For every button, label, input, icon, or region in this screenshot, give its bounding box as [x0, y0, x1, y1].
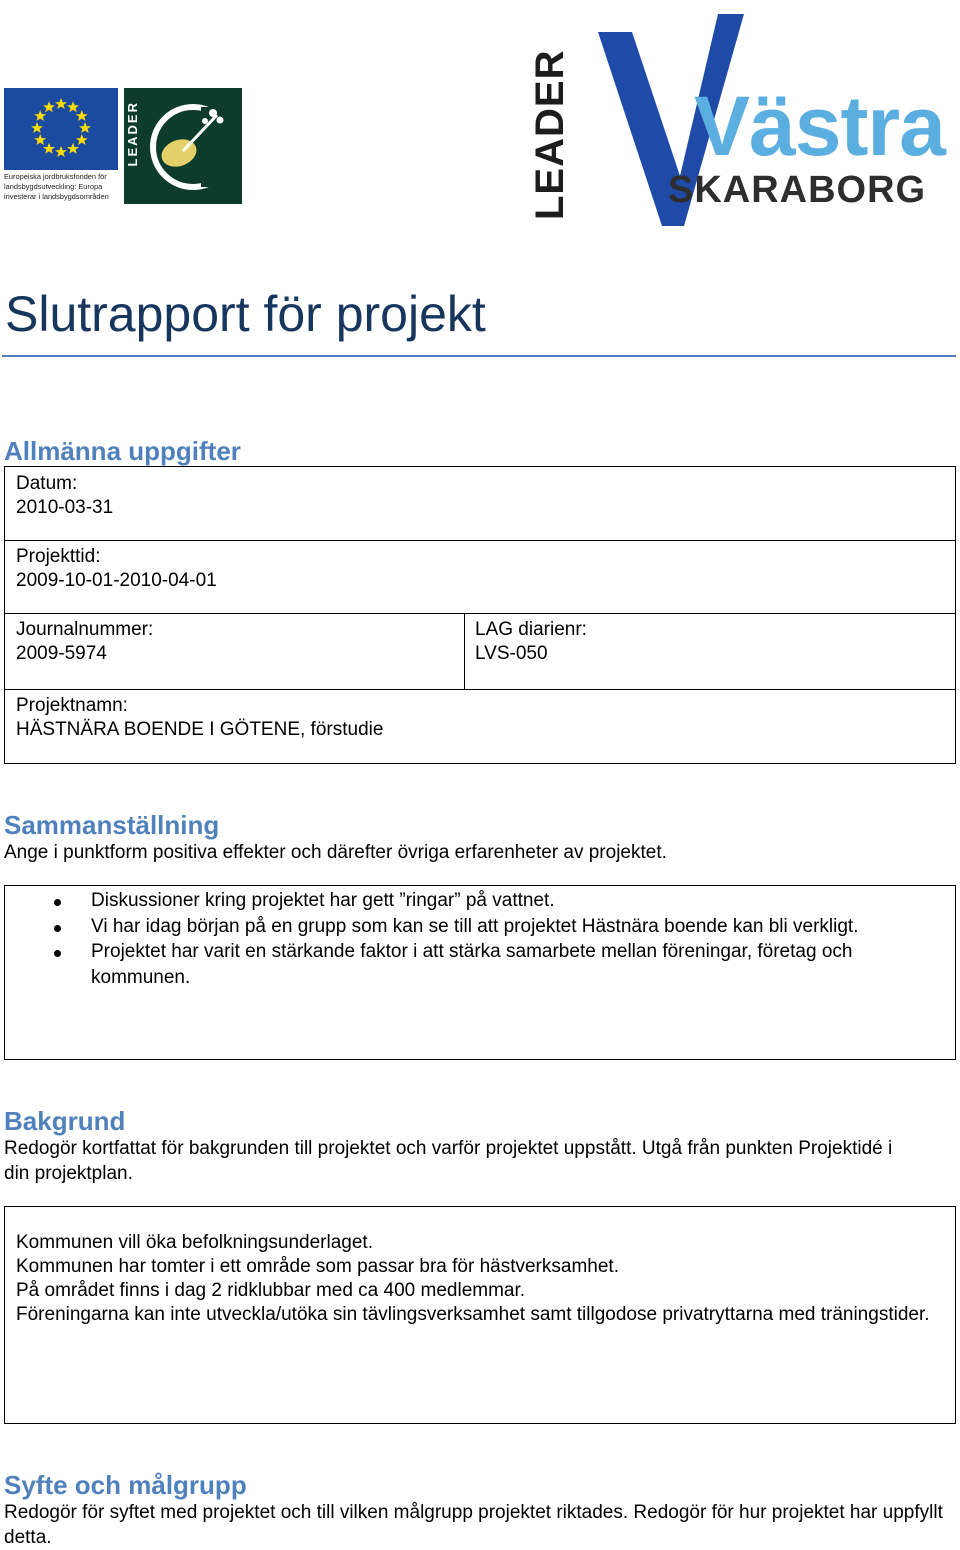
eu-caption: Europeiska jordbruksfonden för landsbygdsutveckling: Europa investerar i landsbygdsområden [4, 172, 109, 201]
purpose-heading: Syfte och målgrupp [4, 1470, 247, 1500]
vs-vastra-text: Västra [694, 79, 945, 173]
bullet-text: Diskussioner kring projektet har gett ”ringar” på vattnet. [91, 890, 555, 911]
bullet-icon [54, 950, 61, 957]
list-item [5, 914, 955, 940]
general-heading: Allmänna uppgifter [4, 436, 241, 466]
projektnamn-value: HÄSTNÄRA BOENDE I GÖTENE, förstudie [16, 719, 384, 740]
title-divider [2, 355, 956, 357]
background-line: På området finns i dag 2 ridklubbar med ca 400 medlemmar. [16, 1280, 526, 1301]
projektnamn-cell [5, 689, 955, 763]
vs-leader-text: LEADER [528, 49, 572, 220]
leader-emblem-text: LEADER [125, 101, 140, 167]
background-line: Kommunen vill öka befolkningsunderlaget. [16, 1232, 373, 1253]
projekttid-cell [5, 540, 955, 613]
projekttid-label: Projekttid: [16, 546, 101, 567]
lag-label: LAG diarienr: [475, 619, 587, 640]
journal-value: 2009-5974 [16, 643, 107, 664]
leader-vastra-skaraborg-logo [528, 8, 945, 230]
datum-value: 2010-03-31 [16, 497, 114, 518]
background-intro: Redogör kortfattat för bakgrunden till projektet och varför projektet uppstått. Utgå från punkten Projektidé i din projektplan. [4, 1138, 893, 1184]
projekttid-value: 2009-10-01-2010-04-01 [16, 570, 217, 591]
document-title: Slutrapport för projekt [5, 286, 486, 342]
journal-cell [5, 613, 464, 689]
background-heading: Bakgrund [4, 1106, 126, 1136]
summary-heading: Sammanställning [4, 810, 220, 840]
eu-flag-icon [4, 88, 118, 170]
projektnamn-label: Projektnamn: [16, 695, 128, 716]
purpose-intro: Redogör för syftet med projektet och till vilken målgrupp projektet riktades. Redogör för hur projektet har uppfyllt detta. [4, 1502, 943, 1548]
eu-leader-logo [4, 88, 240, 206]
bullet-icon [54, 925, 61, 932]
datum-cell [5, 467, 955, 540]
lag-value: LVS-050 [475, 643, 548, 664]
leader-emblem-icon [124, 88, 242, 204]
summary-intro: Ange i punktform positiva effekter och därefter övriga erfarenheter av projektet. [4, 842, 667, 863]
general-info-table [4, 466, 956, 764]
journal-label: Journalnummer: [16, 619, 154, 640]
list-item [5, 939, 955, 990]
datum-label: Datum: [16, 473, 78, 494]
background-line: Föreningarna kan inte utveckla/utöka sin tävlingsverksamhet samt tillgodose privatryttarna med träningstider. [16, 1304, 930, 1325]
bullet-text: Projektet har varit en stärkande faktor i att stärka samarbete mellan föreningar, företag och kommunen. [91, 941, 853, 988]
vs-skaraborg-text: SKARABORG [668, 169, 927, 211]
list-item [5, 888, 955, 914]
lag-cell [464, 613, 955, 689]
background-line: Kommunen har tomter i ett område som passar bra för hästverksamhet. [16, 1256, 619, 1277]
bullet-icon [54, 899, 61, 906]
summary-bullet-list [5, 888, 955, 990]
background-box [4, 1206, 956, 1424]
bullet-text: Vi har idag början på en grupp som kan se till att projektet Hästnära boende kan bli verkligt. [91, 915, 859, 937]
summary-box [4, 885, 956, 1060]
